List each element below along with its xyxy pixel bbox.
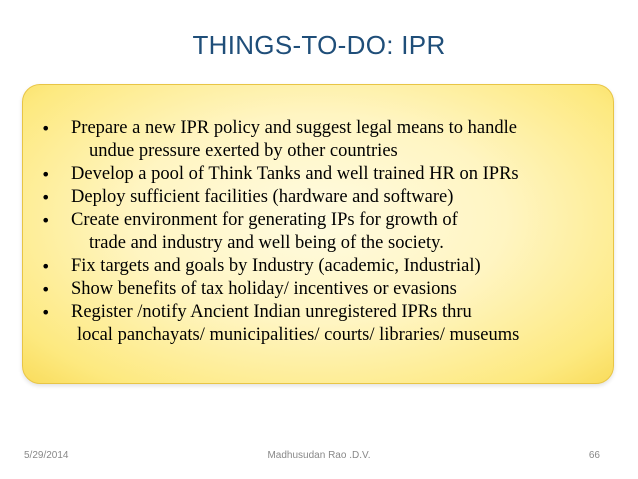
bullet-item — [41, 255, 611, 278]
bullet-text: Prepare a new IPR policy and suggest legal means to handle — [71, 118, 517, 138]
bullet-text: Register /notify Ancient Indian unregistered IPRs thru — [71, 302, 472, 322]
bullet-dot-icon: • — [41, 188, 51, 207]
footer-date: 5/29/2014 — [24, 450, 69, 461]
footer-page-number: 66 — [588, 450, 600, 461]
bullet-text: Show benefits of tax holiday/ incentives or evasions — [71, 279, 457, 299]
bullet-continuation — [41, 232, 611, 255]
bullet-item — [41, 301, 611, 324]
bullet-item — [41, 186, 611, 209]
footer-author: Madhusudan Rao .D.V. — [267, 450, 371, 461]
bullet-continuation — [41, 140, 611, 163]
bullet-text: undue pressure exerted by other countries — [89, 141, 398, 161]
bullet-dot-icon: • — [41, 257, 51, 276]
bullet-continuation — [41, 324, 611, 347]
bullet-item — [41, 117, 611, 140]
bullet-text: Create environment for generating IPs for growth of — [71, 210, 458, 230]
bullet-item — [41, 278, 611, 301]
bullet-dot-icon: • — [41, 119, 51, 138]
bullet-text: local panchayats/ municipalities/ courts/ libraries/ museums — [77, 325, 520, 345]
bullet-dot-icon: • — [41, 211, 51, 230]
bullet-dot-icon: • — [41, 165, 51, 184]
bullet-item — [41, 209, 611, 232]
bullet-item — [41, 163, 611, 186]
bullet-text: trade and industry and well being of the society. — [89, 233, 444, 253]
bullet-text: Develop a pool of Think Tanks and well trained HR on IPRs — [71, 164, 519, 184]
bullet-dot-icon: • — [41, 280, 51, 299]
bullet-dot-icon: • — [41, 303, 51, 322]
content-box — [22, 84, 614, 384]
bullet-text: Deploy sufficient facilities (hardware and software) — [71, 187, 454, 207]
slide-title: THINGS-TO-DO: IPR — [192, 30, 446, 60]
bullet-list — [41, 117, 611, 347]
bullet-text: Fix targets and goals by Industry (academic, Industrial) — [71, 256, 481, 276]
